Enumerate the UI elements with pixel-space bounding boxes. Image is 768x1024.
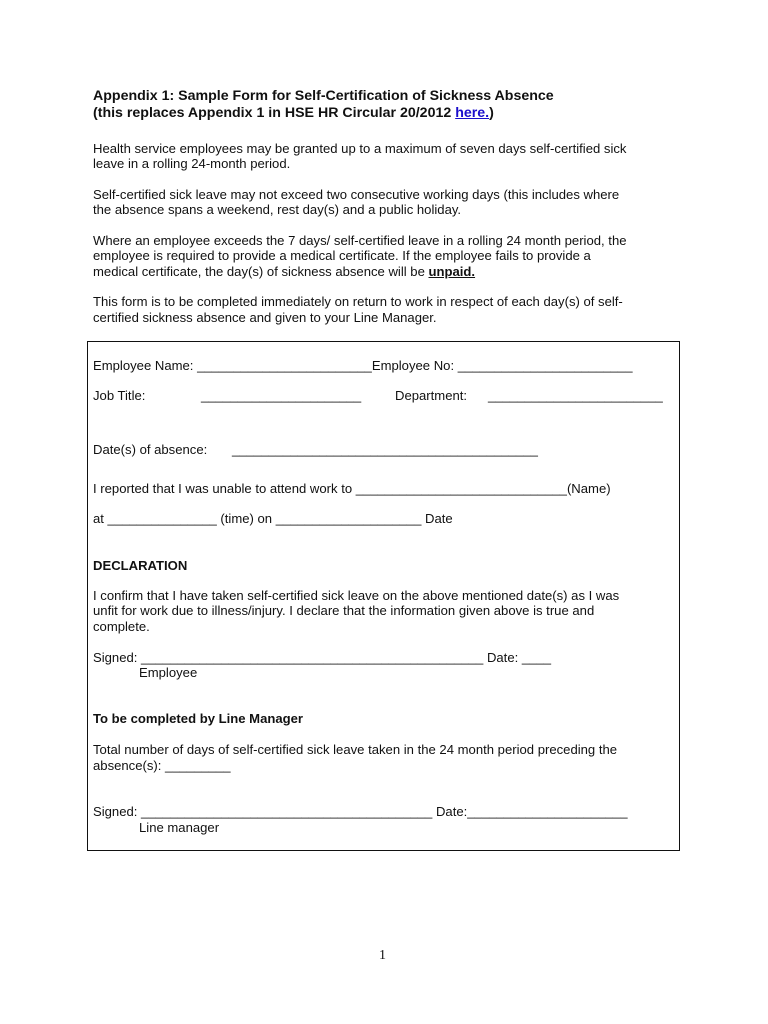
form-subtitle-text: (this replaces Appendix 1 in HSE HR Circular 20/2012 (93, 105, 456, 121)
employee-signature-field[interactable]: Signed: _______________________________________________ Date: ____ (93, 650, 552, 665)
intro-p4-line1: This form is to be completed immediately on return to work in respect of each day(s) of self- (93, 294, 623, 309)
intro-p1-line1: Health service employees may be granted up to a maximum of seven days self-certified sick (93, 141, 627, 156)
manager-signature-field[interactable]: Signed: ________________________________________ Date:______________________ (93, 804, 628, 819)
dates-of-absence-label: Date(s) of absence: (93, 442, 208, 457)
declaration-line2: unfit for work due to illness/injury. I declare that the information given above is true and (93, 603, 595, 618)
intro-p3-line3-text: medical certificate, the day(s) of sickness absence will be (93, 264, 429, 279)
total-days-line1: Total number of days of self-certified sick leave taken in the 24 month period preceding the (93, 742, 618, 757)
job-title-field[interactable]: ______________________ (201, 388, 362, 403)
page-number: 1 (379, 948, 386, 963)
intro-p4-line2: certified sickness absence and given to your Line Manager. (93, 310, 437, 325)
intro-p3-line1: Where an employee exceeds the 7 days/ self-certified leave in a rolling 24 month period, the (93, 233, 627, 248)
form-title-line1: Appendix 1: Sample Form for Self-Certification of Sickness Absence (93, 88, 554, 104)
job-title-label: Job Title: (93, 388, 146, 403)
form-title (93, 88, 554, 105)
department-field[interactable]: ________________________ (488, 388, 663, 403)
intro-p2-line2: the absence spans a weekend, rest day(s) and a public holiday. (93, 202, 462, 217)
time-date-field[interactable]: at _______________ (time) on ____________________ Date (93, 511, 453, 526)
dates-of-absence-field[interactable]: __________________________________________ (232, 442, 538, 457)
form-subtitle (93, 105, 494, 122)
reported-to-field[interactable]: I reported that I was unable to attend work to _____________________________(Name) (93, 481, 611, 496)
employee-name-field[interactable]: Employee Name: ________________________Employee No: ________________________ (93, 358, 633, 373)
form-subtitle-suffix: ) (489, 105, 494, 121)
department-label: Department: (395, 388, 468, 403)
employee-caption: Employee (139, 665, 198, 680)
line-manager-heading: To be completed by Line Manager (93, 711, 304, 726)
intro-p1-line2: leave in a rolling 24-month period. (93, 156, 291, 171)
unpaid-emphasis: unpaid. (428, 264, 476, 279)
intro-p2-line1: Self-certified sick leave may not exceed two consecutive working days (this includes where (93, 187, 620, 202)
here-link[interactable]: here. (455, 105, 490, 121)
declaration-line3: complete. (93, 619, 150, 634)
intro-p3-line2: employee is required to provide a medical certificate. If the employee fails to provide a (93, 248, 591, 263)
total-days-field[interactable]: absence(s): _________ (93, 758, 231, 773)
declaration-heading: DECLARATION (93, 558, 188, 573)
line-manager-caption: Line manager (139, 820, 220, 835)
declaration-line1: I confirm that I have taken self-certified sick leave on the above mentioned date(s) as I was (93, 588, 620, 603)
intro-p3-line3 (93, 264, 475, 280)
